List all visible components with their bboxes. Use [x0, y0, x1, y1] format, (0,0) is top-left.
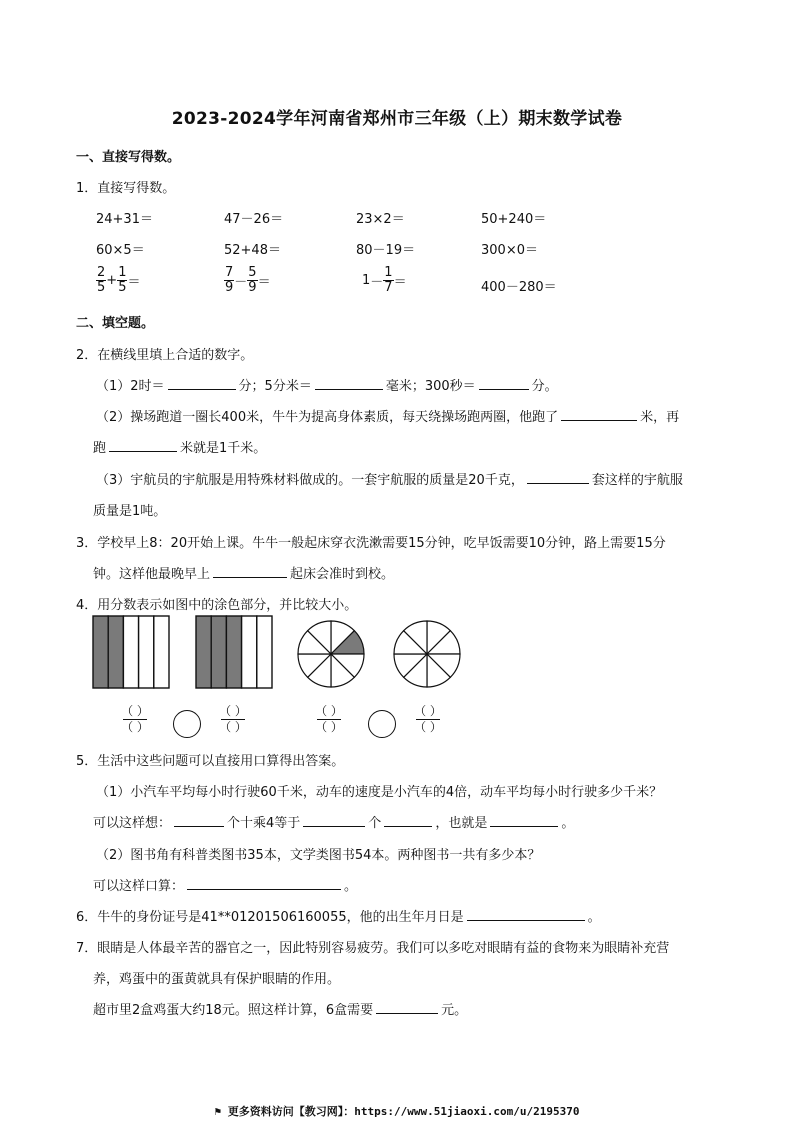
q5-p1-think: 可以这样想： 个十乘4等于 个 ，也就是 。 [93, 816, 575, 831]
operator: － [234, 275, 248, 290]
q4-frac-1[interactable]: （ ） （ ） [121, 704, 149, 734]
answer-blank[interactable] [467, 908, 585, 921]
q1-r2-c3: 80－19＝ [356, 243, 416, 258]
rect-strip [123, 616, 138, 688]
q4-frac-2[interactable]: （ ） （ ） [219, 704, 247, 734]
pie-figure-1 [298, 621, 364, 687]
q1-r1-c2: 47－26＝ [224, 212, 284, 227]
q7-line2: 养，鸡蛋中的蛋黄就具有保护眼睛的作用。 [93, 972, 341, 987]
rect-figure-1 [93, 616, 169, 688]
q5-stem: 5．生活中这些问题可以直接用口算得出答案。 [76, 754, 345, 769]
flag-icon: ⚑ [214, 1105, 228, 1118]
q4-figures [90, 612, 480, 692]
rect-strip [93, 616, 108, 688]
section2-heading: 二、填空题。 [76, 316, 155, 331]
q2-p2-line1: （2）操场跑道一圈长400米，牛牛为提高身体素质，每天绕操场跑两圈，他跑了 米，再 [96, 410, 680, 425]
rect-strip [139, 616, 154, 688]
q2-stem: 2．在横线里填上合适的数字。 [76, 348, 254, 363]
rect-strip [196, 616, 211, 688]
q2-p3-line1: （3）宇航员的宇航服是用特殊材料做成的。一套宇航服的质量是20千克， 套这样的宇航服 [96, 473, 683, 488]
answer-blank[interactable] [376, 1001, 438, 1014]
q4-frac-3[interactable]: （ ） （ ） [315, 704, 343, 734]
q6: 6．牛牛的身份证号是41**01201506160055，他的出生年月日是 。 [76, 910, 601, 925]
q2-p3-line2: 质量是1吨。 [93, 504, 167, 519]
answer-blank[interactable] [561, 408, 637, 421]
q5-p2-calc: 可以这样口算： 。 [93, 879, 358, 894]
q7-line1: 7．眼睛是人体最辛苦的器官之一，因此特别容易疲劳。我们可以多吃对眼睛有益的食物来为眼睛补充营 [76, 941, 670, 956]
q4-frac-4[interactable]: （ ） （ ） [414, 704, 442, 734]
q2-p2-line2: 跑 米就是1千米。 [93, 441, 267, 456]
pie-figure-2 [394, 621, 460, 687]
q5-p1: （1）小汽车平均每小时行驶60千米，动车的速度是小汽车的4倍，动车平均每小时行驶多少千米？ [96, 785, 663, 800]
fraction: $\frac{2}{5}$ [97, 265, 106, 295]
whole-number: 1 [362, 273, 371, 288]
q7-line3: 超市里2盒鸡蛋大约18元。照这样计算，6盒需要 元。 [93, 1003, 468, 1018]
q1-r2-c2: 52+48＝ [224, 243, 281, 258]
answer-blank[interactable] [490, 814, 558, 827]
q3-line1: 3．学校早上8：20开始上课。牛牛一般起床穿衣洗漱需要15分钟，吃早饭需要10分钟，路上需要15分 [76, 536, 666, 551]
fraction: $\frac{1}{7}$ [384, 265, 393, 295]
operator: － [370, 275, 384, 290]
page-title: 2023-2024学年河南省郑州市三年级（上）期末数学试卷 [171, 109, 623, 129]
answer-blank[interactable] [213, 565, 287, 578]
q1-r3-c2 [224, 266, 271, 295]
answer-blank[interactable] [315, 377, 383, 390]
q1-r1-c4: 50+240＝ [481, 212, 547, 227]
answer-blank[interactable] [187, 877, 341, 890]
compare-circle-1[interactable] [173, 710, 201, 738]
footer-link[interactable]: ⚑ 更多资料访问【教习网】：https://www.51jiaoxi.com/u/2195370 [214, 1105, 580, 1118]
equals: ＝ [127, 275, 141, 290]
rect-strip [154, 616, 169, 688]
rect-figure-2 [196, 616, 272, 688]
q4-stem: 4．用分数表示如图中的涂色部分，并比较大小。 [76, 598, 358, 613]
equals: ＝ [257, 275, 271, 290]
rect-strip [211, 616, 226, 688]
q1-r2-c1: 60×5＝ [96, 243, 145, 258]
q1-r3-c1 [96, 266, 140, 295]
answer-blank[interactable] [479, 377, 529, 390]
q1-r2-c4: 300×0＝ [481, 243, 538, 258]
fraction: $\frac{5}{9}$ [248, 265, 257, 295]
q1-stem: 1．直接写得数。 [76, 181, 176, 196]
operator: + [106, 273, 118, 288]
rect-strip [226, 616, 241, 688]
answer-blank[interactable] [303, 814, 365, 827]
answer-blank[interactable] [109, 439, 177, 452]
answer-blank[interactable] [174, 814, 224, 827]
q5-p2: （2）图书角有科普类图书35本，文学类图书54本。两种图书一共有多少本？ [96, 848, 541, 863]
answer-blank[interactable] [168, 377, 236, 390]
section1-heading: 一、直接写得数。 [76, 150, 181, 165]
fraction: $\frac{1}{5}$ [118, 265, 127, 295]
compare-circle-2[interactable] [368, 710, 396, 738]
rect-strip [242, 616, 257, 688]
answer-blank[interactable] [384, 814, 432, 827]
equals: ＝ [393, 275, 407, 290]
fraction: $\frac{7}{9}$ [225, 265, 234, 295]
rect-strip [108, 616, 123, 688]
q1-r1-c1: 24+31＝ [96, 212, 153, 227]
q2-p1: （1）2时＝ 分；5分米＝ 毫米；300秒＝ 分。 [96, 379, 558, 394]
q3-line2: 钟。这样他最晚早上 起床会准时到校。 [93, 567, 395, 582]
q1-r3-c4: 400－280＝ [481, 280, 557, 295]
q1-r1-c3: 23×2＝ [356, 212, 405, 227]
rect-strip [257, 616, 272, 688]
answer-blank[interactable] [527, 471, 589, 484]
q1-r3-c3 [362, 266, 407, 295]
